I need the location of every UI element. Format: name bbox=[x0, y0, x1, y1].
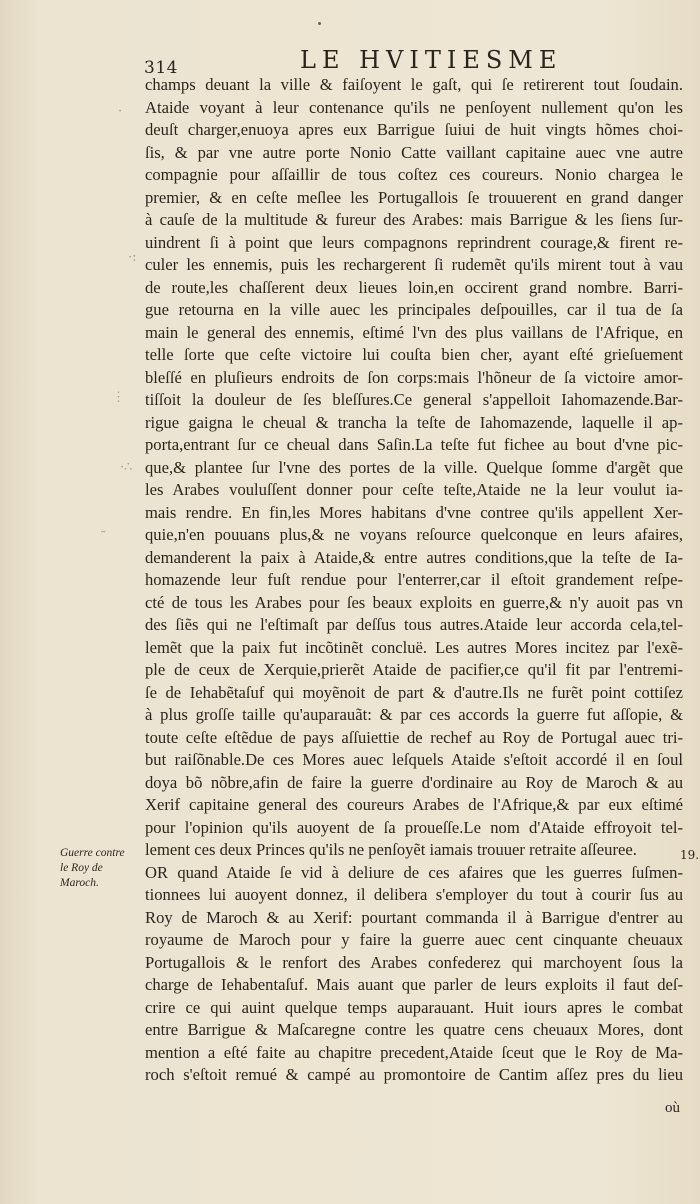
text-line: crire ce qui auint quelque temps auparauant. Huit iours apres le combat bbox=[145, 997, 683, 1017]
page-number: 314 bbox=[144, 58, 178, 78]
text-line: Roy de Maroch & au Xerif: pourtant commanda il à Barrigue d'entrer au bbox=[145, 907, 683, 927]
text-line: pour l'opinion qu'ils auoyent de ſa proueſſe.Le nom d'Ataide effroyoit tel- bbox=[145, 817, 683, 837]
text-line: des ſiẽs qui ne l'eſtimaſt par deſſus tous autres.Ataide leur accorda cela,tel- bbox=[145, 615, 683, 634]
margin-number: 19. bbox=[680, 848, 700, 862]
text-line: entre Barrigue & Maſcaregne contre les quatre cens cheuaux Mores, dont bbox=[145, 1020, 683, 1039]
text-line: gue retourna en la ville auec les principales deſpouilles, car il tua de ſa bbox=[145, 300, 683, 319]
text-line: à plus groſſe taille qu'auparauãt: & par ces accords la guerre fut aſſopie, & bbox=[145, 705, 683, 724]
bleed-through-mark: · bbox=[118, 104, 123, 119]
text-line: ſis, & par vne autre porte Nonio Catte vaillant capitaine auec vne autre bbox=[145, 142, 683, 162]
text-line: quie,n'en pouuans plus,& ne voyans reſource quelconque en leurs afaires, bbox=[145, 525, 683, 544]
text-line: bleſſé en pluſieurs endroits de ſon corps:mais l'hõneur de ſa victoire amor- bbox=[145, 367, 683, 387]
text-line: de route,les chaſſerent deux lieues loin,en occirent grand nombre. Barri- bbox=[145, 277, 683, 297]
margin-note bbox=[60, 846, 140, 891]
text-line: mais rendre. En fin,les Mores habitans d'vne contree qu'ils appellent Xer- bbox=[145, 502, 683, 522]
text-line: mention a eſté faite au chapitre precedent,Ataide ſceut que le Roy de Ma- bbox=[145, 1042, 683, 1062]
bleed-through-mark: ·: bbox=[128, 250, 137, 265]
text-line: charge de Iehabentaſuf. Mais auant que parler de leurs exploits il faut deſ- bbox=[145, 975, 683, 994]
catchword: où bbox=[665, 1100, 680, 1116]
text-line: OR quand Ataide ſe vid à deliure de ces afaires que les guerres ſuſmen- bbox=[145, 862, 683, 882]
text-line: doya bõ nõbre,afin de faire la guerre d'ordinaire au Roy de Maroch & au bbox=[145, 772, 683, 792]
text-line: Xerif capitaine general des coureurs Arabes de l'Afrique,& par eux eſtimé bbox=[145, 795, 683, 814]
text-line: demanderent la paix à Ataide,& entre autres conditions,que la teſte de Ia- bbox=[145, 547, 683, 567]
text-line: porta,entrant ſur ce cheual dans Saſin.La teſte fut fichee au bout d'vne pic- bbox=[145, 435, 683, 454]
text-line: Ataide voyant à leur contenance qu'ils ne penſoyent nullement qu'on les bbox=[145, 97, 683, 117]
text-line: main le general des ennemis, eſtimé l'vn des plus vaillans de l'Afrique, en bbox=[145, 322, 683, 342]
text-line: toute ceſte eſtẽdue de pays aſſuiettie de rechef au Roy de Portugal auec tri- bbox=[145, 727, 683, 747]
text-line: roch s'eſtoit remué & campé au promontoire de Cantim aſſez pres du lieu bbox=[145, 1065, 683, 1084]
bleed-through-mark: ˜ bbox=[100, 530, 107, 545]
margin-note-line: Guerre contre bbox=[60, 847, 125, 859]
text-line: lement ces deux Princes qu'ils ne penſoyẽt iamais trouuer retraite aſſeuree. bbox=[145, 840, 637, 859]
text-line: uindrent ſi à point que leurs compagnons reprindrent courage,& firent re- bbox=[145, 232, 683, 252]
text-line: ſe de Iehabẽtaſuf qui moyẽnoit de part & d'autre.Ils ne furẽt point cottiſez bbox=[145, 682, 683, 702]
text-line: cté de tous les Arabes pour ſes beaux exploits en guerre,& n'y auoit pas vn bbox=[145, 592, 683, 612]
text-line: lemẽt que la paix fut incõtinẽt concluë. Les autres Mores incitez par l'exẽ- bbox=[145, 637, 683, 657]
text-line: deuſt charger,enuoya apres eux Barrigue ſuiui de huit vingts hõmes choi- bbox=[145, 120, 683, 139]
text-line: les Arabes vouluſſent donner pour ceſte teſte,Ataide ne la leur voulut ia- bbox=[145, 480, 683, 499]
text-line: royaume de Maroch pour y faire la guerre auec cent cinquante cheuaux bbox=[145, 930, 683, 949]
body-text bbox=[145, 74, 683, 1087]
text-line: premier, & en ceſte meſlee les Portugallois ſe trouuerent en grand danger bbox=[145, 187, 683, 207]
text-line: homazende leur fuſt rendue pour l'enterrer,car il eſtoit grandement reſpe- bbox=[145, 570, 683, 589]
text-line: Portugallois & le renfort des Arabes confederez qui marchoyent ſous la bbox=[145, 952, 683, 972]
margin-note-line: le Roy de bbox=[60, 862, 103, 874]
ink-dot bbox=[318, 22, 321, 25]
text-line: tiſſoit la douleur de ſes bleſſures.Ce general s'appelloit Iahomazende.Bar- bbox=[145, 390, 683, 409]
bleed-through-mark: ⋮ bbox=[112, 390, 125, 405]
text-line: que,& plantee ſur l'vne des portes de la ville. Quelque ſomme d'argẽt que bbox=[145, 457, 683, 477]
text-line: culer les ennemis, puis les rechargerent ſi rudemẽt qu'ils mirent tout à vau bbox=[145, 255, 683, 274]
text-line: compagnie pour aſſaillir de tous coſtez ces coureurs. Nonio chargea le bbox=[145, 165, 683, 184]
running-title: LE HVITIESME bbox=[300, 46, 563, 74]
margin-note-line: Maroch. bbox=[60, 877, 99, 889]
text-line: à cauſe de la multitude & fureur des Arabes: mais Barrigue & les ſiens ſur- bbox=[145, 210, 683, 229]
text-line: champs deuant la ville & faiſoyent le gaſt, qui ſe retirerent tout ſoudain. bbox=[145, 75, 683, 94]
text-line: ple de ceux de Xerquie,prierẽt Ataide de pacifier,ce qu'il fit par l'entremi- bbox=[145, 660, 683, 679]
text-line: telle ſorte que ceſte victoire lui couſta bien cher, ayant eſté grieſuement bbox=[145, 345, 683, 364]
text-line: but raiſõnable.De ces Mores auec leſquels Ataide s'eſtoit accordé il en ſoul bbox=[145, 750, 683, 769]
bleed-through-mark: ·∴ bbox=[120, 460, 133, 475]
text-line: rigue gaigna le cheual & trancha la teſte de Iahomazende, laquelle il ap- bbox=[145, 412, 683, 432]
text-line: tionnees lui auoyent donnez, il delibera s'employer du tout à courir ſus au bbox=[145, 885, 683, 904]
